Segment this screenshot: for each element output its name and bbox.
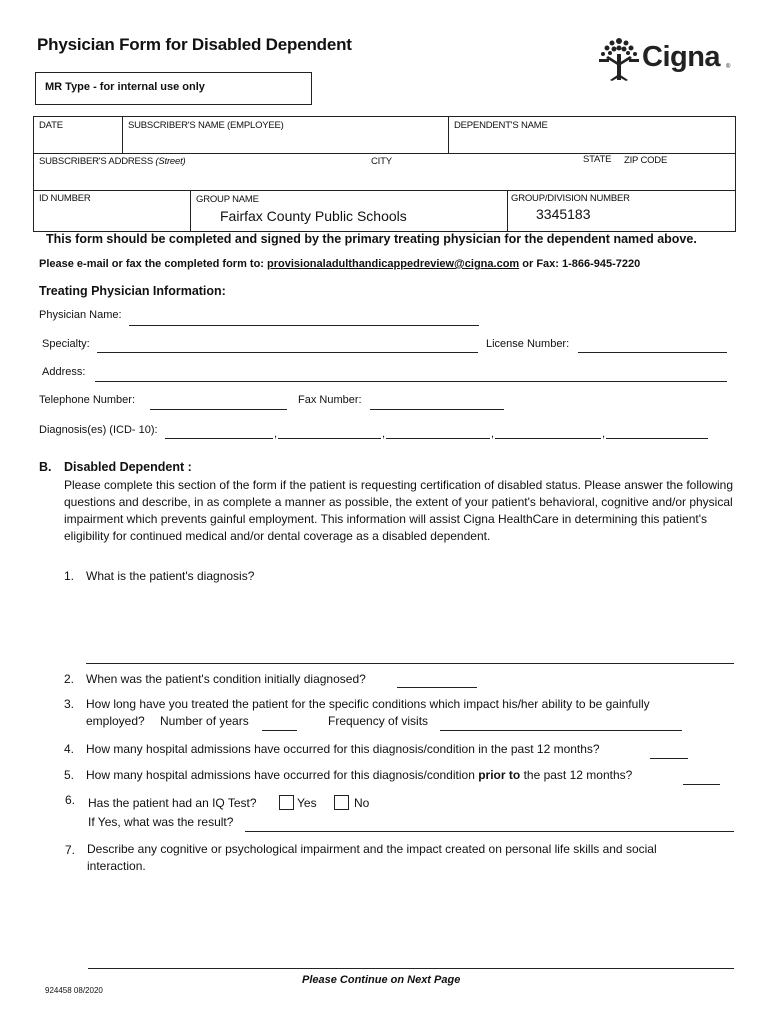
group-division-label: GROUP/DIVISION NUMBER xyxy=(511,193,630,204)
subscriber-name-label: SUBSCRIBER'S NAME (EMPLOYEE) xyxy=(128,120,284,131)
no-label: No xyxy=(354,796,370,810)
license-number-label: License Number: xyxy=(486,338,570,350)
question-7-answer-line[interactable] xyxy=(88,968,734,969)
question-4: How many hospital admissions have occurred for this diagnosis/condition in the past 12 months? xyxy=(86,742,600,756)
question-2: When was the patient's condition initially diagnosed? xyxy=(86,672,366,686)
form-id: 924458 08/2020 xyxy=(45,986,103,995)
city-field[interactable] xyxy=(364,166,574,188)
diagnosis-field-4[interactable] xyxy=(495,438,601,439)
state-label: STATE xyxy=(583,154,612,165)
question-6: Has the patient had an IQ Test? xyxy=(88,796,257,810)
id-number-label: ID NUMBER xyxy=(39,193,91,204)
subscriber-address-field[interactable] xyxy=(35,166,355,188)
question-7: Describe any cognitive or psychological impairment and the impact created on personal life skills and social xyxy=(87,842,657,856)
group-division-value[interactable]: 3345183 xyxy=(536,206,591,222)
zip-code-label: ZIP CODE xyxy=(624,155,668,166)
continue-note: Please Continue on Next Page xyxy=(302,974,461,986)
dependent-name-field[interactable] xyxy=(450,129,733,152)
section-b-letter: B. xyxy=(39,460,52,474)
question-1: What is the patient's diagnosis? xyxy=(86,569,255,583)
diagnosis-field-2[interactable] xyxy=(278,438,381,439)
frequency-label: Frequency of visits xyxy=(328,714,429,728)
diagnosis-field-3[interactable] xyxy=(386,438,490,439)
no-checkbox[interactable] xyxy=(334,795,349,810)
date-field[interactable] xyxy=(35,129,121,152)
submission-instruction: Please e-mail or fax the completed form to: provisionaladulthandicappedreview@cigna.com or Fax: 1-866-945-7220 xyxy=(39,258,641,270)
years-field[interactable] xyxy=(262,730,297,731)
physician-name-label: Physician Name: xyxy=(39,309,122,321)
question-4-answer[interactable] xyxy=(650,758,688,759)
group-name-value[interactable]: Fairfax County Public Schools xyxy=(220,208,407,224)
question-1-answer-line[interactable] xyxy=(86,663,734,664)
logo-wordmark: Cigna xyxy=(642,41,721,73)
frequency-field[interactable] xyxy=(440,730,682,731)
completion-instruction: This form should be completed and signed by the primary treating physician for the dependent named above. xyxy=(46,232,697,246)
diagnosis-field-1[interactable] xyxy=(165,438,273,439)
diagnosis-label: Diagnosis(es) (ICD- 10): xyxy=(39,424,158,436)
group-name-label: GROUP NAME xyxy=(196,194,259,205)
question-3: How long have you treated the patient for the specific conditions which impact his/her ability to be gainfully xyxy=(86,697,650,711)
question-3-cont: employed? xyxy=(86,714,145,728)
mr-type-box xyxy=(35,72,312,105)
address-label: Address: xyxy=(42,366,86,378)
specialty-field[interactable] xyxy=(97,352,478,353)
physician-name-field[interactable] xyxy=(129,325,479,326)
telephone-label: Telephone Number: xyxy=(39,394,136,406)
diagnosis-field-5[interactable] xyxy=(606,438,708,439)
cigna-logo xyxy=(598,36,738,84)
specialty-label: Specialty: xyxy=(42,338,90,350)
tree-of-life-icon xyxy=(598,36,640,82)
yes-checkbox[interactable] xyxy=(279,795,294,810)
registered-mark: ® xyxy=(726,64,731,70)
page-title: Physician Form for Disabled Dependent xyxy=(37,35,352,54)
yes-label: Yes xyxy=(297,796,317,810)
subscriber-address-label: SUBSCRIBER'S ADDRESS (Street) xyxy=(39,156,186,167)
subscriber-info-grid xyxy=(33,116,736,232)
subscriber-name-field[interactable] xyxy=(124,129,446,152)
license-number-field[interactable] xyxy=(578,352,727,353)
years-label: Number of years xyxy=(160,714,249,728)
date-label: DATE xyxy=(39,120,63,131)
city-label: CITY xyxy=(371,156,392,167)
email-link[interactable]: provisionaladulthandicappedreview@cigna.com xyxy=(267,258,520,270)
dependent-name-label: DEPENDENT'S NAME xyxy=(454,120,548,131)
iq-result-field[interactable] xyxy=(245,831,734,832)
iq-result-label: If Yes, what was the result? xyxy=(88,815,234,829)
telephone-field[interactable] xyxy=(150,409,287,410)
question-7-cont: interaction. xyxy=(87,859,146,873)
question-2-answer[interactable] xyxy=(397,687,477,688)
question-5-answer[interactable] xyxy=(683,784,720,785)
section-b-heading: Disabled Dependent : xyxy=(64,460,192,474)
fax-number-field[interactable] xyxy=(370,409,504,410)
mr-type-label: MR Type - for internal use only xyxy=(45,81,205,93)
id-number-field[interactable] xyxy=(35,203,189,229)
physician-section-heading: Treating Physician Information: xyxy=(39,284,226,298)
section-b-paragraph: Please complete this section of the form if the patient is requesting certification of disabled status. Please answer the following questions and describe, in as complete a manner as possible, the extent of your patient's behavioral, cognitive and/or physical impairment which prevents gainful employment. This information will assist Cigna HealthCare in determining this patient's eligibility for continued medical and/or dental coverage as a disabled dependent. xyxy=(64,478,734,543)
question-5: How many hospital admissions have occurred for this diagnosis/condition prior to the past 12 months? xyxy=(86,768,633,782)
address-field[interactable] xyxy=(95,381,727,382)
fax-number-label: Fax Number: xyxy=(298,394,362,406)
